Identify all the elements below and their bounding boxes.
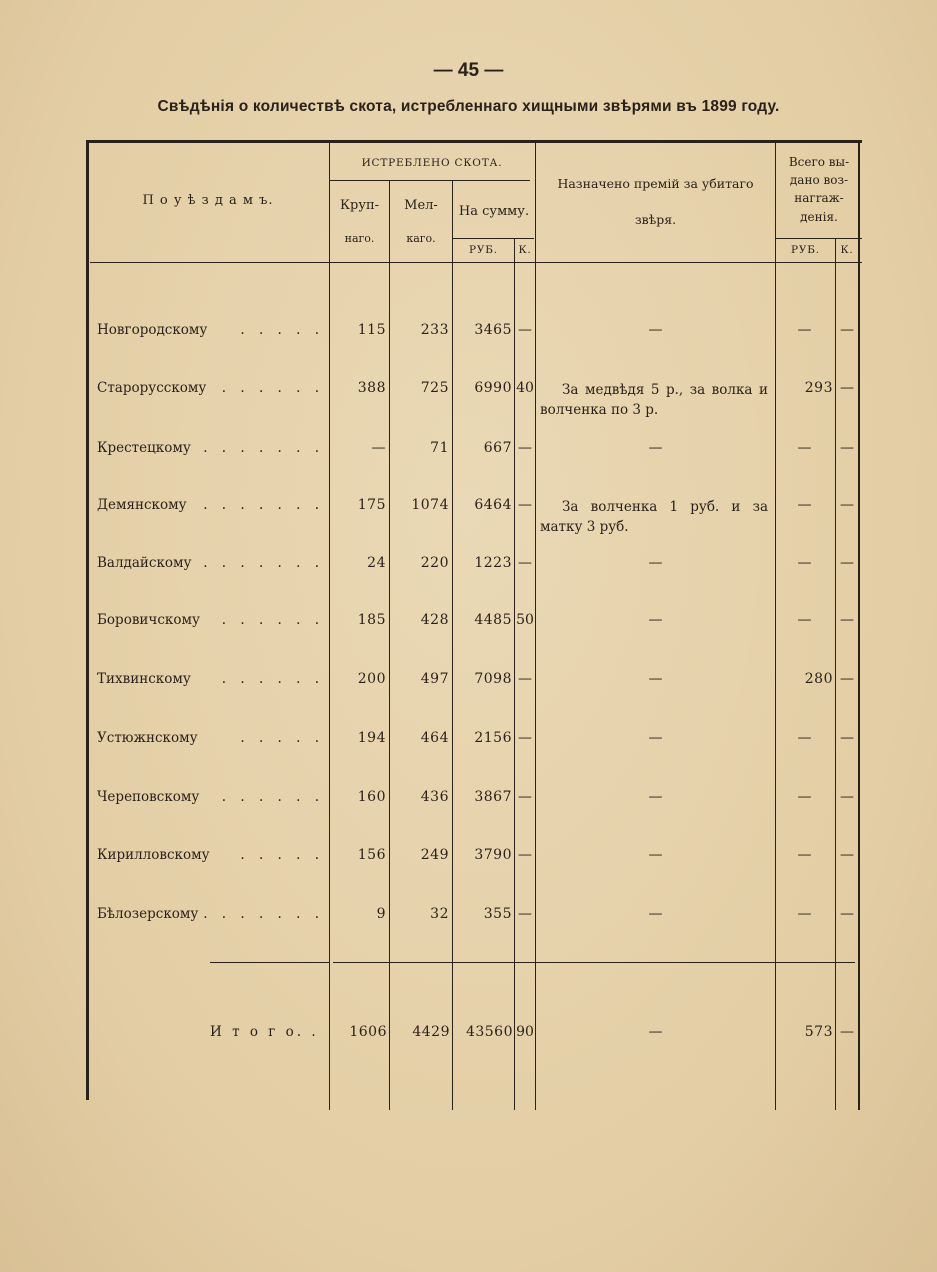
cell-small: 249 (420, 847, 449, 863)
cell-bounty: — (648, 322, 663, 338)
row-district: Новгородскому (97, 322, 208, 338)
cell-bounty-note: За медвѣдя 5 р., за волка и волченка по 3 р. (540, 382, 768, 418)
cell-rub: 6990 (474, 380, 512, 396)
cell-kop: — (518, 847, 532, 863)
cell-small: 220 (420, 555, 449, 571)
cell-rub: 3790 (474, 847, 512, 863)
total-rub: 43560 (465, 1024, 513, 1040)
table-top-rule (86, 140, 862, 143)
header-total-3: нагraж- (794, 191, 844, 205)
row-dots: . . . . . (240, 847, 324, 863)
cell-rub: 2156 (474, 730, 512, 746)
col-rule-small (389, 180, 390, 1110)
cell-bounty: — (648, 730, 663, 746)
cell-paid-kop: — (840, 847, 854, 863)
cell-paid-rub: 293 (804, 380, 833, 396)
cell-bounty-note: За волченка 1 руб. и за матку 3 руб. (540, 499, 768, 535)
row-district: Старорусскому (97, 380, 207, 396)
cell-paid-rub: — (797, 847, 812, 863)
header-total-kop: К. (840, 244, 854, 256)
cell-paid-rub: — (797, 440, 812, 456)
header-total-4: денія. (800, 210, 838, 224)
header-districts: П о у ѣ з д а м ъ. (142, 193, 274, 208)
row-district: Череповскому (97, 789, 200, 805)
total-large: 1606 (349, 1024, 387, 1040)
cell-kop: — (518, 789, 532, 805)
cell-kop: — (518, 555, 532, 571)
cell-rub: 6464 (474, 497, 512, 513)
cell-large: 175 (357, 497, 386, 513)
cell-large: 388 (357, 380, 386, 396)
cell-paid-kop: — (840, 497, 854, 513)
cell-small: 1074 (411, 497, 449, 513)
cell-bounty: — (648, 612, 663, 628)
cell-paid-kop: — (840, 612, 854, 628)
cell-kop: — (518, 730, 532, 746)
cell-paid-kop: — (840, 555, 854, 571)
cell-large: 115 (357, 322, 386, 338)
cell-small: 233 (420, 322, 449, 338)
cell-paid-kop: — (840, 380, 854, 396)
cell-kop: — (518, 906, 532, 922)
row-dots: . . . . . . . (203, 497, 324, 513)
cell-paid-rub: — (797, 612, 812, 628)
cell-small: 436 (420, 789, 449, 805)
page-title: Свѣдѣнія о количествѣ скота, истребленнаго хищными звѣрями въ 1899 году. (157, 98, 780, 115)
cell-bounty: — (648, 789, 663, 805)
header-rub: РУБ. (469, 244, 498, 256)
cell-paid-kop: — (840, 730, 854, 746)
cell-kop: — (518, 671, 532, 687)
row-district: Демянскому (97, 497, 187, 513)
page-number: — 45 — (433, 60, 504, 81)
row-dots: . . . . . . (221, 612, 324, 628)
table-left-border (86, 140, 89, 1100)
cell-large: 185 (357, 612, 386, 628)
cell-paid-rub: — (797, 906, 812, 922)
table-right-border (858, 140, 860, 1110)
cell-kop: — (518, 440, 532, 456)
cell-large: 160 (357, 789, 386, 805)
cell-paid-kop: — (840, 322, 854, 338)
cell-paid-rub: — (797, 497, 812, 513)
cell-small: 497 (420, 671, 449, 687)
cell-kop: — (518, 497, 532, 513)
row-district: Боровичскому (97, 612, 200, 628)
cell-bounty: — (648, 440, 663, 456)
header-small-1: Мел- (404, 198, 438, 213)
row-district: Бѣлозерскому (97, 906, 199, 922)
cell-bounty: — (648, 671, 663, 687)
sum-subheader-rule (452, 238, 534, 239)
row-dots: . . . . . . (221, 380, 324, 396)
total-separator-left (210, 962, 330, 963)
row-district: Тихвинскому (97, 671, 191, 687)
cell-rub: 1223 (474, 555, 512, 571)
header-small-2: каго. (406, 232, 436, 245)
cell-large: — (371, 440, 386, 456)
total-subheader-rule (776, 238, 862, 239)
row-district: Крестецкому (97, 440, 191, 456)
row-dots: . . . . . (240, 730, 324, 746)
cell-kop: 50 (516, 612, 534, 628)
row-dots: . . . . . . . (203, 555, 324, 571)
cell-rub: 4485 (474, 612, 512, 628)
row-district: Устюжнскому (97, 730, 198, 746)
row-dots: . . . . . . . (203, 906, 324, 922)
cell-paid-kop: — (840, 789, 854, 805)
cell-bounty: — (648, 847, 663, 863)
cell-rub: 3465 (474, 322, 512, 338)
total-separator-right (333, 962, 855, 963)
cell-paid-rub: — (797, 555, 812, 571)
header-bottom-rule (90, 262, 862, 263)
cell-rub: 7098 (474, 671, 512, 687)
header-total-rub: РУБ. (791, 244, 820, 256)
row-dots: . . . . . . (221, 671, 324, 687)
cell-rub: 355 (483, 906, 512, 922)
row-dots: . . . . . (240, 322, 324, 338)
cell-paid-kop: — (840, 906, 854, 922)
cell-small: 464 (420, 730, 449, 746)
cell-kop: 40 (516, 380, 534, 396)
total-label: И т о г о. . (210, 1024, 319, 1040)
cell-small: 71 (430, 440, 449, 456)
cell-bounty: — (648, 906, 663, 922)
header-sum: На сумму. (458, 204, 530, 219)
row-dots: . . . . . . . (203, 440, 324, 456)
header-total-2: дано воз- (789, 173, 849, 187)
cell-rub: 667 (483, 440, 512, 456)
header-bounty-1: Назначено премій за убитаго (557, 176, 754, 191)
cell-paid-kop: — (840, 671, 854, 687)
cell-kop: — (518, 322, 532, 338)
cell-large: 24 (367, 555, 386, 571)
cell-large: 194 (357, 730, 386, 746)
row-district: Валдайскому (97, 555, 192, 571)
cell-paid-rub: — (797, 730, 812, 746)
header-large-1: Круп- (339, 198, 380, 213)
cell-small: 32 (430, 906, 449, 922)
header-large-2: наго. (344, 232, 375, 245)
total-bounty: — (648, 1024, 663, 1040)
total-small: 4429 (412, 1024, 450, 1040)
cell-large: 9 (376, 906, 386, 922)
row-dots: . . . . . . (221, 789, 324, 805)
cell-large: 200 (357, 671, 386, 687)
header-bounty-2: звѣря. (634, 212, 677, 227)
cell-paid-rub: 280 (804, 671, 833, 687)
row-district: Кирилловскому (97, 847, 210, 863)
cell-small: 725 (420, 380, 449, 396)
cell-paid-rub: — (797, 322, 812, 338)
cell-paid-kop: — (840, 440, 854, 456)
cell-small: 428 (420, 612, 449, 628)
cell-rub: 3867 (474, 789, 512, 805)
header-kop: К. (518, 244, 532, 256)
total-paid-rub: 573 (804, 1024, 833, 1040)
total-paid-kop: — (840, 1024, 854, 1040)
header-destroyed-group: ИСТРЕБЛЕНО СКОТА. (361, 157, 503, 169)
group-header-rule (330, 180, 530, 181)
cell-large: 156 (357, 847, 386, 863)
col-rule-sum (452, 180, 453, 1110)
header-total-1: Всего вы- (788, 155, 850, 169)
total-kop: 90 (516, 1024, 534, 1040)
cell-paid-rub: — (797, 789, 812, 805)
cell-bounty: — (648, 555, 663, 571)
